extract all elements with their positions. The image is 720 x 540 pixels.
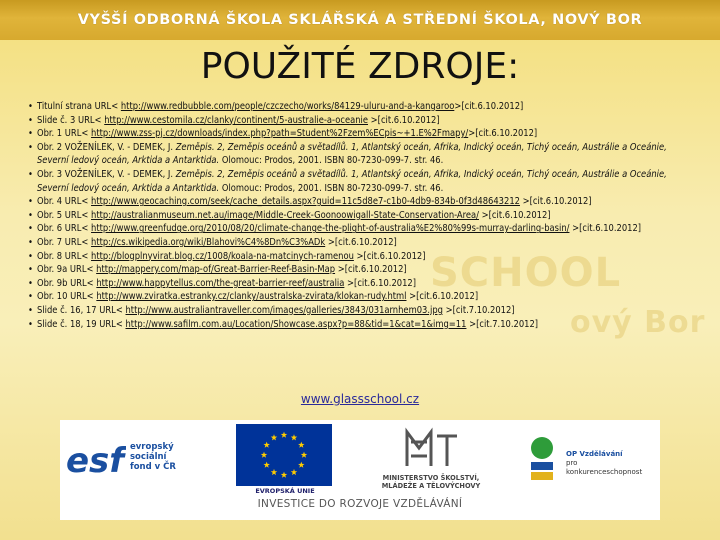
source-suffix: >[cit.7.10.2012] [466,318,539,330]
msmt-logo [366,426,496,498]
msmt-text [366,474,496,490]
esf-text-line-3: fond v ČR [130,462,176,472]
source-link[interactable]: http://www.australiantraveller.com/images/galleries/3843/031arnhem03.jpg [125,304,443,316]
source-link[interactable]: http://www.safilm.com.au/Location/Showcase.aspx?p=88&tid=1&cat=1&img=11 [125,318,467,330]
source-prefix: Obr. 5 URL< [37,209,92,221]
source-suffix: >[cit.6.10.2012] [368,114,440,126]
source-item [28,304,692,318]
source-suffix: >[cit.6.10.2012] [478,209,551,221]
source-item [28,290,692,304]
school-website-link[interactable]: www.glassschool.cz [300,392,420,406]
source-item [28,222,692,236]
source-suffix: >[cit.6.10.2012] [468,128,538,140]
source-item [28,318,692,332]
source-link[interactable]: http://www.zss-pj.cz/downloads/index.php?path=Student%2Fzem%ECpis~+1.E%2Fmapy/ [91,128,469,140]
source-item [28,100,692,114]
source-prefix: Obr. 3 VOŽENÍLEK, V. - DEMEK, J. [37,168,176,180]
source-item [28,141,692,168]
op-text [566,450,652,477]
source-item [28,127,692,141]
source-prefix: Obr. 7 URL< [37,236,92,248]
source-suffix: >[cit.6.10.2012] [344,277,416,289]
school-name: VYŠŠÍ ODBORNÁ ŠKOLA SKLÁŘSKÁ A STŘEDNÍ ŠKOLA, NOVÝ BOR [77,12,643,28]
source-prefix: Slide č. 18, 19 URL< [37,318,126,330]
source-item [28,195,692,209]
source-prefix: Obr. 9a URL< [37,264,97,276]
source-link[interactable]: http://mappery.com/map-of/Great-Barrier-Reef-Basin-Map [96,264,336,276]
source-link[interactable]: http://www.zviratka.estranky.cz/clanky/australska-zvirata/klokan-rudy.html [96,291,407,303]
msmt-emblem-icon [401,426,461,470]
source-link[interactable]: http://www.happytellus.com/the-great-barrier-reef/australia [96,277,345,289]
source-prefix: Titulní strana URL< [37,101,121,112]
source-item [28,236,692,250]
eu-flag-icon [236,424,332,486]
source-item [28,114,692,128]
source-prefix: Slide č. 16, 17 URL< [37,304,126,316]
source-suffix: Olomouc: Prodos, 2001. ISBN 80-7230-099-7. str. 46. [219,155,444,167]
eu-flag-logo [230,424,340,496]
source-suffix: >[cit.6.10.2012] [406,291,479,303]
op-text-line-1: OP Vzdělávání [566,450,623,458]
esf-logo-graphic [66,434,126,480]
source-link[interactable]: http://www.geocaching.com/seek/cache_details.aspx?guid=11c5d8e7-c1b0-4db9-834b-0f3d48643212 [91,196,520,208]
source-item [28,263,692,277]
source-title: Zeměpis. 2, Zeměpis oceánů a světadílů. 1, Atlantský oceán, Afrika, Indický oceán, Tichý oceán, Austrálie a Oceánie, Severní ledový oceán, Arktida a Antarktida. [37,141,667,167]
source-prefix: Slide č. 3 URL< [37,114,105,126]
source-suffix: >[cit.6.10.2012] [353,250,426,262]
esf-logo [66,428,206,488]
source-prefix: Obr. 10 URL< [37,291,97,303]
source-item [28,250,692,264]
source-link[interactable]: http://cs.wikipedia.org/wiki/Blahovi%C4%8Dn%C3%ADk [91,236,326,248]
source-prefix: Obr. 8 URL< [37,250,92,262]
source-title: Zeměpis. 2, Zeměpis oceánů a světadílů. 1, Atlantský oceán, Afrika, Indický oceán, Tichý oceán, Austrálie a Oceánie, Severní ledový oceán, Arktida a Antarktida. [37,168,667,194]
page-title: POUŽITÉ ZDROJE: [200,46,520,87]
watermark-line-1: SCHOOL [430,250,622,296]
source-suffix: >[cit.6.10.2012] [325,236,397,248]
esf-text-line-1: evropský [130,442,174,452]
source-prefix: Obr. 4 URL< [37,196,92,208]
source-suffix: >[cit.6.10.2012] [335,264,407,276]
source-link[interactable]: http://www.redbubble.com/people/czczecho/works/84129-uluru-and-a-kangaroo [120,101,455,112]
source-prefix: Obr. 2 VOŽENÍLEK, V. - DEMEK, J. [37,141,176,153]
esf-wordmark: esf [66,441,125,480]
msmt-text-line-1: MINISTERSTVO ŠKOLSTVÍ, [382,474,480,482]
watermark-line-2: ový Bor [570,305,706,340]
source-link[interactable]: http://australianmuseum.net.au/image/Middle-Creek-Goonoowigall-State-Conservation-Area/ [91,209,479,221]
source-suffix: >[cit.6.10.2012] [569,223,642,235]
op-text-line-2: pro konkurenceschopnost [566,459,643,476]
school-header [0,0,720,40]
op-emblem-icon [522,434,562,484]
source-link[interactable]: http://www.cestomila.cz/clanky/continent/5-australie-a-oceanie [104,114,369,126]
sources-list [28,100,692,331]
source-suffix: >[cit.7.10.2012] [442,304,515,316]
source-item [28,209,692,223]
esf-text [130,442,176,472]
source-suffix: Olomouc: Prodos, 2001. ISBN 80-7230-099-7. str. 46. [219,182,444,194]
source-link[interactable]: http://www.greenfudge.org/2010/08/20/climate-change-the-plight-of-australia%E2%80%99s-murray-darling-basin/ [91,223,570,235]
msmt-text-line-2: MLÁDEŽE A TĚLOVÝCHOVY [381,482,481,490]
source-prefix: Obr. 6 URL< [37,223,92,235]
source-suffix: >[cit.6.10.2012] [454,101,524,112]
source-link[interactable]: http://blogplnyvirat.blog.cz/1008/koala-na-matcinych-ramenou [91,250,354,262]
esf-text-line-2: sociální [130,452,167,462]
eu-flag-label: EVROPSKÁ UNIE [255,487,315,495]
op-logo [522,430,652,494]
source-prefix: Obr. 1 URL< [37,128,92,140]
source-suffix: >[cit.6.10.2012] [519,196,592,208]
source-prefix: Obr. 9b URL< [37,277,97,289]
source-item [28,168,692,195]
footer-caption: INVESTICE DO ROZVOJE VZDĚLÁVÁNÍ [257,498,463,510]
source-item [28,277,692,291]
